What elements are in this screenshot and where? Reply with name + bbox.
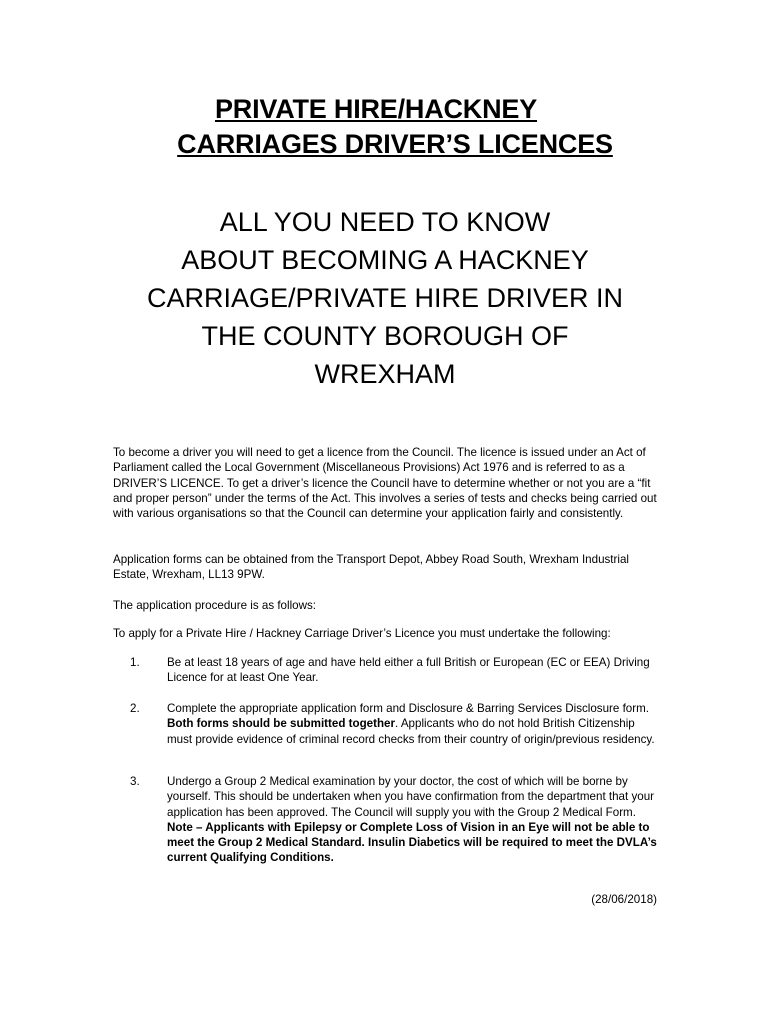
document-subtitle [0,203,770,393]
list-item-bold-text: Both forms should be submitted together [167,717,396,731]
list-item-text-part: . Applicants who do not hold British Citizenship must provide evidence of criminal record checks from their country of origin/previous residency. [167,717,655,746]
list-item-bold-text: Note – Applicants with Epilepsy or Complete Loss of Vision in an Eye will not be able to meet the Group 2 Medical Standard. Insulin Diabetics will be required to meet the DVLA’s current Qualifying Conditions. [167,820,657,865]
title-line-2: CARRIAGES DRIVER’S LICENCES [177,129,613,159]
list-item-number: 2. [130,702,140,715]
subtitle-line-5: WREXHAM [314,359,456,389]
document-date: (28/06/2018) [591,893,657,906]
list-item-text [167,774,663,866]
list-item-text [167,701,663,747]
list-item-text-part: Undergo a Group 2 Medical examination by your doctor, the cost of which will be borne by yourself. This should be undertaken when you have confirmation from the department that your application has been approved. The Council will supply you with the Group 2 Medical Form. [167,775,654,819]
title-line-1: PRIVATE HIRE/HACKNEY [214,94,538,124]
list-item-text-part: Complete the appropriate application form and Disclosure & Barring Services Disclosure form. [167,702,649,715]
apply-paragraph: To apply for a Private Hire / Hackney Carriage Driver’s Licence you must undertake the following: [113,627,611,640]
document-title [0,92,770,162]
subtitle-line-4: THE COUNTY BOROUGH OF [201,321,569,351]
subtitle-line-3: CARRIAGE/PRIVATE HIRE DRIVER IN [146,283,624,313]
procedure-paragraph: The application procedure is as follows: [113,599,316,612]
subtitle-line-2: ABOUT BECOMING A HACKNEY [181,245,589,275]
list-item-number: 1. [130,656,140,669]
forms-paragraph: Application forms can be obtained from the Transport Depot, Abbey Road South, Wrexham Industrial Estate, Wrexham, LL13 9PW. [113,553,629,582]
list-item-number: 3. [130,775,140,788]
intro-paragraph: To become a driver you will need to get a licence from the Council. The licence is issued under an Act of Parliament called the Local Government (Miscellaneous Provisions) Act 1976 and is referred to as a DRIVER’S LICENCE. To get a driver’s licence the Council have to determine whether or not you are a “fit and proper person” under the terms of the Act. This involves a series of tests and checks being carried out with various organisations so that the Council can determine your application fairly and consistently. [113,446,657,521]
subtitle-line-1: ALL YOU NEED TO KNOW [219,207,551,237]
list-item-text: Be at least 18 years of age and have held either a full British or European (EC or EEA) Driving Licence for at least One Year. [167,656,650,685]
